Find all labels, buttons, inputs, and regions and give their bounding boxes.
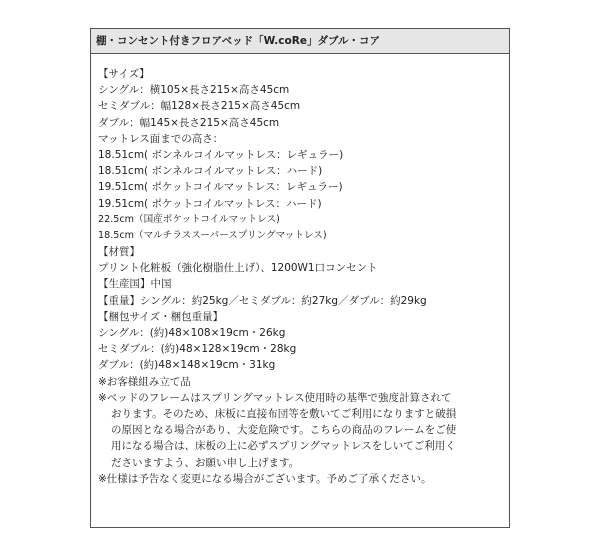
size-double: ダブル：幅145×長さ215×高さ45cm	[98, 116, 280, 129]
frame-note-line-1: ※ベッドのフレームはスプリングマットレス使用時の基準で強度計算されて	[98, 391, 452, 404]
size-semi-double: セミダブル：幅128×長さ215×高さ45cm	[98, 100, 301, 113]
product-title: 棚・コンセント付きフロアベッド「W.coRe」ダブル・コア	[91, 29, 509, 54]
frame-note-line-4: 用になる場合は、床板の上に必ずスプリングマットレスをしいてご利用く	[111, 440, 456, 453]
size-heading: 【サイズ】	[98, 68, 150, 80]
package-semi-double: セミダブル：(約)48×128×19cm・28kg	[98, 343, 297, 356]
assembly-note: ※お客様組み立て品	[98, 375, 191, 388]
spec-content	[98, 66, 503, 487]
origin-text: 【生産国】中国	[98, 278, 172, 291]
mattress-height-label: マットレス面までの高さ：	[98, 132, 224, 145]
mattress-height-3: 19.51cm( ポケットコイルマットレス：レギュラー)	[98, 181, 343, 194]
frame-note-line-5: ださいますよう、お願い申し上げます。	[111, 456, 300, 469]
mattress-height-4: 19.51cm( ポケットコイルマットレス：ハード)	[98, 197, 322, 210]
frame-note-line-2: おります。そのため、床板に直接布団等を敷いてご利用になりますと破損	[111, 407, 457, 420]
mattress-height-1: 18.51cm( ボンネルコイルマットレス：レギュラー)	[98, 148, 344, 161]
spec-table	[90, 28, 510, 528]
package-single: シングル：(約)48×108×19cm・26kg	[98, 327, 286, 339]
package-double: ダブル：(約)48×148×19cm・31kg	[98, 359, 276, 372]
mattress-height-2: 18.51cm( ボンネルコイルマットレス：ハード)	[98, 165, 323, 178]
frame-note-line-3: の原因となる場合があり、大変危険です。こちらの商品のフレームをご使	[111, 424, 457, 437]
package-heading: 【梱包サイズ・梱包重量】	[98, 310, 224, 323]
material-text: プリント化粧板（強化樹脂仕上げ）、1200W1口コンセント	[98, 262, 378, 275]
size-single: シングル：横105×長さ215×高さ45cm	[98, 84, 290, 97]
spec-change-note: ※仕様は予告なく変更になる場合がございます。予めご了承ください。	[98, 472, 432, 485]
weight-text: 【重量】シングル：約25kg／セミダブル：約27kg／ダブル：約29kg	[98, 294, 427, 307]
material-heading: 【材質】	[98, 246, 140, 259]
mattress-height-6: 18.5cm（マルチラススーパースプリングマットレス)	[98, 229, 327, 241]
mattress-height-5: 22.5cm（国産ポケットコイルマットレス)	[98, 213, 280, 225]
